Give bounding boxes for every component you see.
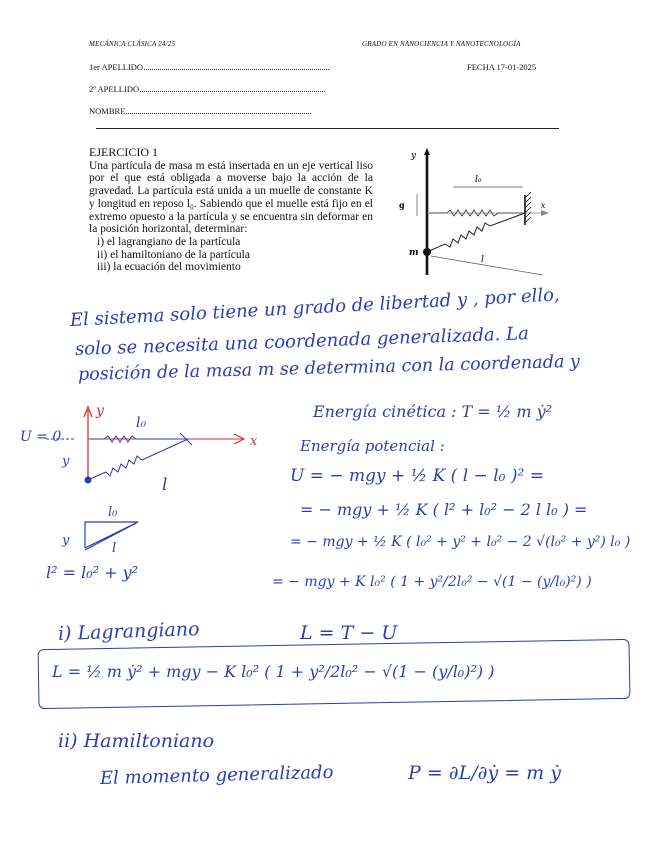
hw-potential-label: Energía potencial : bbox=[300, 437, 445, 455]
exercise-statement bbox=[89, 146, 373, 274]
hw-intro-2: solo se necesita una coordenada generalizada. La bbox=[74, 323, 530, 360]
sketch-y-side-label: y bbox=[62, 454, 70, 469]
fig-y-label: y bbox=[411, 151, 417, 161]
surname1-dots bbox=[144, 63, 329, 70]
hw-pot-3: = − mgy + ½ K ( l₀² + y² + l₀² − 2 √(l₀² + y²) l₀ ) bbox=[290, 534, 631, 550]
hw-pot-1: U = − mgy + ½ K ( l − l₀ )² = bbox=[290, 466, 544, 486]
hw-pot-2: = − mgy + ½ K ( l² + l₀² − 2 l l₀ ) = bbox=[300, 500, 588, 519]
wall-hatch bbox=[526, 192, 531, 222]
tri-l0: l₀ bbox=[108, 505, 118, 520]
name-field bbox=[89, 106, 311, 116]
sketch-y-axis-label: y bbox=[96, 403, 104, 419]
surname1-field bbox=[89, 62, 329, 72]
exercise-text: Una partícula de masa m está insertada en un eje vertical liso por el que está obligada a moverse bajo la acción de la gravedad. La partícula está unida a un muelle de constante K y longitud en reposo l₀. Sabiendo que el muelle está fijo en el extremo opuesto a la partícula y se encuentra sin deformar en la posición horizontal, determinar: bbox=[89, 159, 373, 236]
hw-momentum-text: El momento generalizado bbox=[99, 761, 334, 789]
particle-mass bbox=[423, 248, 431, 256]
fig-m-label: m bbox=[409, 248, 419, 258]
x-arrow bbox=[541, 210, 549, 216]
surname2-field bbox=[89, 84, 325, 94]
hw-pot-4: = − mgy + K l₀² ( 1 + y²/2l₀² − √(1 − (y/l₀)²) ) bbox=[272, 574, 592, 590]
exercise-item-3: iii) la ecuación del movimiento bbox=[97, 261, 241, 274]
hw-pythagoras: l² = l₀² + y² bbox=[46, 563, 139, 582]
fig-l0-label: l₀ bbox=[475, 175, 482, 185]
hw-hamiltonian-label: ii) Hamiltoniano bbox=[58, 730, 215, 752]
tri-l: l bbox=[112, 541, 117, 556]
date-field: FECHA 17-01-2025 bbox=[467, 62, 537, 72]
degree-header: GRADO EN NANOCIENCIA Y NANOTECNOLOGÍA bbox=[362, 40, 521, 48]
exercise-item-2: ii) el hamiltoniano de la partícula bbox=[97, 248, 250, 261]
spring-figure bbox=[395, 140, 565, 280]
l-dimension bbox=[431, 256, 543, 275]
hw-momentum-eq: P = ∂L/∂ẏ = m ẏ bbox=[408, 762, 561, 784]
tri-y: y bbox=[62, 533, 70, 548]
header-divider bbox=[96, 128, 559, 129]
fig-x-label: x bbox=[541, 201, 546, 210]
name-dots bbox=[126, 107, 311, 114]
surname2-label: 2º APELLIDO bbox=[89, 84, 140, 94]
fig-g-label: g bbox=[399, 200, 405, 210]
hw-lagrangian-label: i) Lagrangiano bbox=[57, 618, 200, 645]
exercise-title: EJERCICIO 1 bbox=[89, 145, 158, 159]
surname2-dots bbox=[140, 85, 325, 92]
hw-sketch bbox=[12, 395, 272, 495]
hw-lagrangian-result: L = ½ m ẏ² + mgy − K l₀² ( 1 + y²/2l₀² − √(1 − (y/l₀)²) ) bbox=[52, 662, 495, 681]
sketch-l-label: l bbox=[162, 475, 168, 495]
hw-intro-1: El sistema solo tiene un grado de libertad y , por ello, bbox=[69, 284, 561, 331]
fig-l-label: l bbox=[481, 255, 484, 265]
stretched-spring bbox=[429, 213, 525, 251]
sketch-x-label: x bbox=[250, 434, 258, 449]
y-arrow bbox=[424, 148, 430, 155]
sketch-l0-label: l₀ bbox=[136, 415, 147, 431]
sketch-stretched-spring bbox=[90, 439, 188, 479]
hw-kinetic: Energía cinética : T = ½ m ẏ² bbox=[313, 402, 553, 421]
name-label: NOMBRE bbox=[89, 106, 126, 116]
exercise-item-1: i) el lagrangiano de la partícula bbox=[97, 235, 241, 248]
hw-intro-3: posición de la masa m se determina con la coordenada y bbox=[77, 351, 581, 385]
surname1-label: 1er APELLIDO bbox=[89, 62, 144, 72]
sketch-rest-spring bbox=[90, 436, 188, 442]
hw-triangle bbox=[50, 500, 160, 560]
hw-lagrangian-def: L = T − U bbox=[300, 622, 398, 644]
course-header: MECÁNICA CLÁSICA 24/25 bbox=[89, 40, 176, 48]
sketch-u0: U = 0 bbox=[20, 429, 62, 445]
sketch-mass bbox=[85, 477, 92, 484]
